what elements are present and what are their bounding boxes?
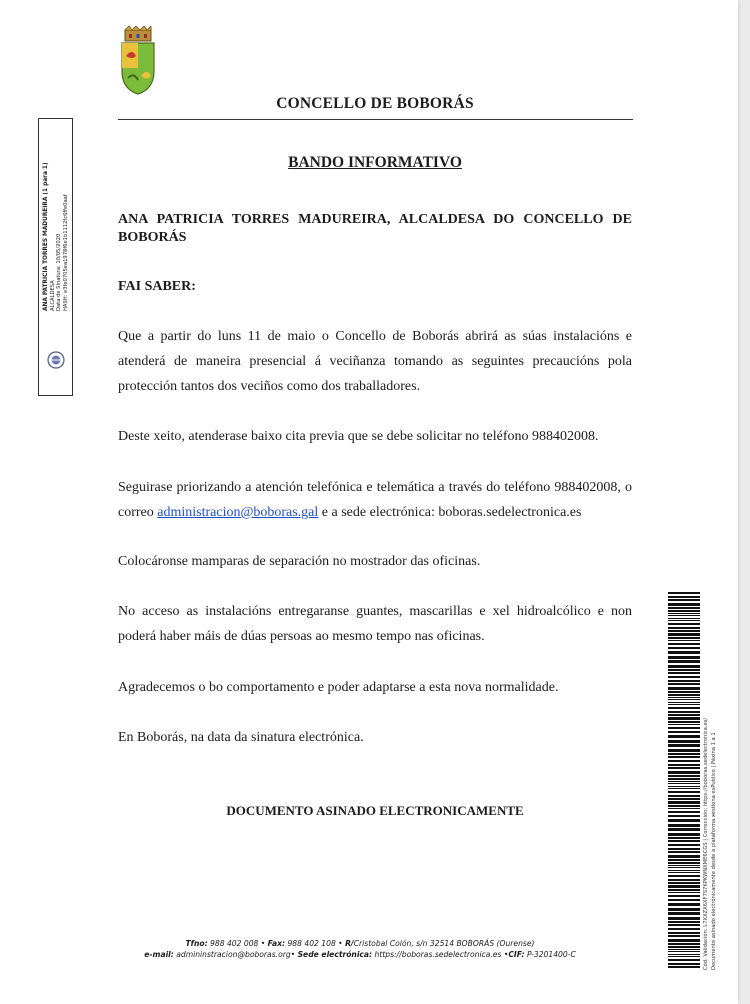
contact-text-start: Seguirase priorizando a atención telefónica e telemática a través do teléfono 988402008, o correo xyxy=(118,480,632,520)
signature-note: DOCUMENTO ASINADO ELECTRONICAMENTE xyxy=(226,803,524,818)
fai-saber-label: FAI SABER: xyxy=(118,279,196,294)
author-line: ANA PATRICIA TORRES MADUREIRA, ALCALDESA DO CONCELLO DE BOBORÁS xyxy=(118,212,632,245)
footer-line-1 xyxy=(60,938,660,949)
email-link[interactable]: administracion@boboras.gal xyxy=(157,505,319,520)
contact-footer xyxy=(60,938,660,960)
sede-value: https://boboras.sedelectronica.es • xyxy=(372,950,509,959)
municipality-title: CONCELLO DE BOBORÁS xyxy=(276,95,474,112)
footer-line-2 xyxy=(60,949,660,960)
paragraph-appointment: Deste xeito, atenderase baixo cita previa que se debe solicitar no teléfono 988402008. xyxy=(118,429,599,444)
validation-line-2: Documento asinado electrónicamente desde a plataforma xestiona esPublico | Páxina 1 a 1 xyxy=(710,732,717,970)
paragraph-screens: Colocáronse mamparas de separación no mostrador das oficinas. xyxy=(118,554,481,569)
barcode-icon xyxy=(668,592,700,970)
document-heading: BANDO INFORMATIVO xyxy=(288,154,462,171)
paragraph-access: No acceso as instalacións entregaranse guantes, mascarillas e xel hidroalcólico e non poderá haber máis de dúas persoas ao mesmo tempo nas oficinas. xyxy=(118,604,632,644)
email-value: admininstracion@boboras.org• xyxy=(173,950,298,959)
paragraph-thanks: Agradecemos o bo comportamento e poder adaptarse a esta nova normalidade. xyxy=(118,680,559,695)
paragraph-date: En Boborás, na data da sinatura electrónica. xyxy=(118,730,364,745)
stamp-hash: HASH: e3fe0705ea1978f6e1b1112fc6ffe0aaf xyxy=(62,194,69,311)
fax-label: Fax: xyxy=(267,939,286,948)
address-value: Cristobal Colón, s/n 32514 BOBORÁS (Ourense) xyxy=(353,939,535,948)
paragraph-contact xyxy=(118,475,632,525)
signature-stamp xyxy=(38,118,73,396)
validation-side-text xyxy=(703,640,725,970)
stamp-signer: ANA PATRICIA TORRES MADUREIRA (1 para 1) xyxy=(43,162,49,311)
tel-label: Tfno: xyxy=(185,939,208,948)
email-label: e-mail: xyxy=(144,950,174,959)
stamp-date: Data de Sinatura: 10/05/2020 xyxy=(56,233,63,311)
validation-line-1: Cód. Validación: L7XXZX6XF7S7KPKWNXME6CGS | Corrección: https://boboras.sedelectronica.es/ xyxy=(703,717,709,970)
address-label: R/ xyxy=(345,939,354,948)
stamp-role: ALCALDESA xyxy=(49,280,56,311)
header-divider xyxy=(118,119,633,120)
paragraph-opening: Que a partir do luns 11 de maio o Concello de Boborás abrirá as súas instalacións e atenderá de maneira presencial á veciñanza tomando as seguintes precaucións pola protección tantos dos veciños como dos traballadores. xyxy=(118,329,632,394)
sede-label: Sede electrónica: xyxy=(297,950,373,959)
contact-text-end: e a sede electrónica: boboras.sedelectronica.es xyxy=(318,505,582,520)
cif-value: P-3201400-C xyxy=(524,950,576,959)
tel-value: 988 402 008 • xyxy=(207,939,268,948)
seal-logo-icon xyxy=(46,349,66,371)
fax-value: 988 402 108 • xyxy=(285,939,346,948)
cif-label: CIF: xyxy=(508,950,525,959)
coat-of-arms-icon xyxy=(116,26,160,96)
stamp-text xyxy=(43,121,71,311)
